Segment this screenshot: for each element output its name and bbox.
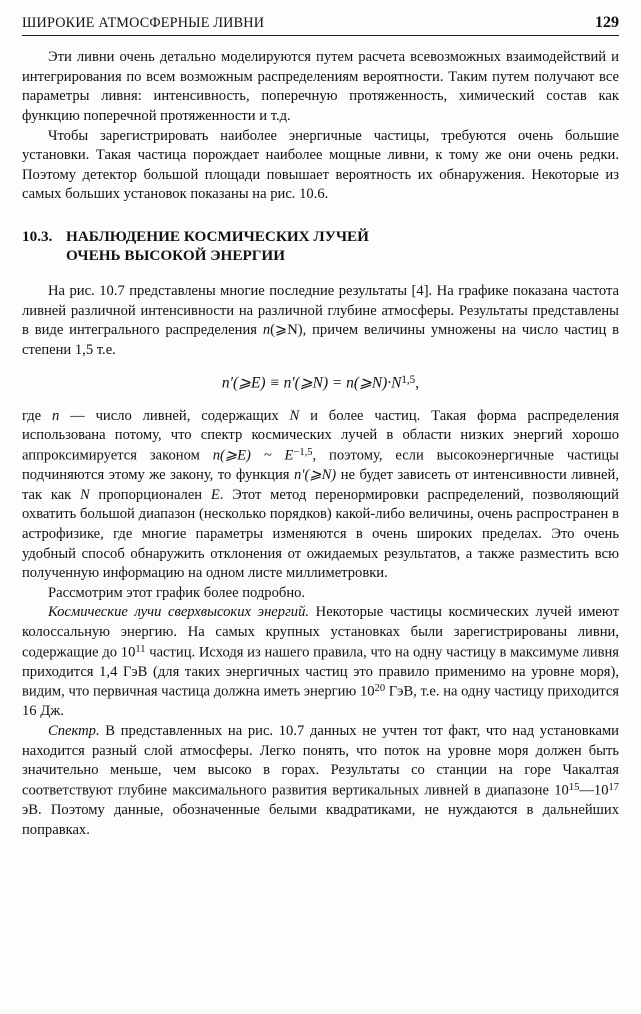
symbol-E: E (210, 486, 220, 503)
formula-body: n′(⩾E) ≡ n′(⩾N) = n(⩾N)·N (221, 375, 402, 393)
section-heading (22, 227, 619, 266)
page-header (22, 14, 619, 36)
running-head-title: ШИРОКИЕ АТМОСФЕРНЫЕ ЛИВНИ (22, 15, 265, 31)
symbol-N: N (289, 407, 300, 424)
symbol-n-2: n (52, 407, 60, 424)
paragraph-6-text-c: ГэВ, т.е. на одну частицу приходится 16 Дж. (22, 683, 620, 720)
paragraph-6-text-a: Некоторые частицы космических лучей имеют колоссальную энергию. На самых крупных установках были зарегистрированы ливни, содержащие до 10 (22, 604, 619, 661)
paragraph-7-text-b: эВ. Поэтому данные, обозначенные белыми квадратиками, не нуждаются в дальнейших поправках. (22, 801, 619, 838)
exponent-15: 15 (568, 781, 580, 793)
paragraph-7 (22, 722, 619, 840)
symbol-N-2: N (79, 486, 90, 503)
exponent-11: 11 (135, 643, 146, 655)
page-number: 129 (595, 14, 619, 31)
paragraph-7-dash: —10 (579, 782, 609, 799)
formula-comma: , (415, 375, 420, 393)
law-exponent: −1,5 (293, 447, 313, 459)
run-in-heading-ultrahigh: Космические лучи сверхвысоких энергий. (48, 604, 310, 621)
paragraph-4-text-e: не будет зависеть от интенсивности ливней, так как (22, 467, 619, 503)
paragraph-3 (22, 282, 619, 361)
paragraph-6 (22, 603, 619, 722)
paragraph-4-text-a: где (22, 407, 53, 424)
paragraph-4-text-d: , поэтому, если высокоэнергичные частицы подчиняются этому же закону, то функция (22, 447, 619, 484)
paragraph-4-text-c: и более частиц. Такая форма распределения использована потому, что спектр космических лучей в области низких энергий хорошо аппроксимируется законом (22, 407, 620, 464)
paragraph-group-intro (22, 48, 619, 205)
paragraph-4 (22, 407, 619, 584)
symbol-n: n (262, 322, 271, 339)
paragraph-2: Чтобы зарегистрировать наиболее энергичные частицы, требуются очень большие установки. Такая частица порождает наиболее мощные ливни, к тому же они очень редки. Поэтому детектор большой площади повышает вероятность их обнаружения. Некоторые из самых больших установок показаны на рис. 10.6. (22, 127, 619, 203)
paragraph-7-text-a: В представленных на рис. 10.7 данных не учтен тот факт, что над установками находится разный слой атмосферы. Легко понять, что поток на уровне моря должен быть значительно меньше, чем высоко в горах. Результаты со станции на горе Чакалтая соответствуют глубине максимального развития вертикальных ливней в диапазоне 10 (22, 723, 619, 799)
run-in-heading-spectrum: Спектр. (48, 723, 100, 739)
paragraph-3-text-a: На рис. 10.7 представлены многие последние результаты [4]. На графике показана частота ливней различной интенсивности на различной глубине атмосферы. Результаты представлены в виде интегрального распределения (22, 282, 619, 339)
section-number: 10.3. (22, 228, 53, 245)
page-body (22, 36, 619, 840)
paragraph-4-text-h: . Этот метод перенормировки распределений, позволяющий охватить большой диапазон (несколько порядков) какой-либо величины, очень распространен в астрофизике, где многие параметры изменяются в очень широких пределах. Это очень удобный способ обнаружить отклонения от ожидаемых результатов, а также разместить всю полученную информацию на одном листе миллиметровки. (22, 486, 619, 582)
exponent-20: 20 (374, 683, 386, 695)
paragraph-4-text-b: — число ливней, содержащих (59, 407, 290, 424)
paragraph-4-text-g: пропорционален (89, 486, 211, 503)
document-page (0, 14, 641, 1014)
law-expression: n(⩾E) ~ E (212, 447, 294, 464)
paragraph-1: Эти ливни очень детально моделируются путем расчета всевозможных взаимодействий и интегрирования по всем возможным распределениям вероятности. Таким путем получают все параметры ливня: интенсивность, поперечную протяженность, химический состав как функцию поперечной протяженности и т.д. (22, 49, 619, 124)
formula-display (22, 373, 619, 394)
formula-exponent: 1,5 (401, 374, 416, 387)
paragraph-6-text-b: частиц. Исходя из нашего правила, что на одну частицу в максимуме ливня приходится 1,4 ГэВ (для таких энергичных частиц это правило применимо на уровне моря), видим, что первичная частица должна иметь энергию 10 (22, 644, 619, 700)
section-title-line2: ОЧЕНЬ ВЫСОКОЙ ЭНЕРГИИ (66, 247, 286, 265)
paragraph-3-text-b: (⩾N), причем величины умножены на число частиц в степени 1,5 т.е. (22, 322, 619, 358)
section-title-line1: НАБЛЮДЕНИЕ КОСМИЧЕСКИХ ЛУЧЕЙ (66, 228, 369, 245)
function-expression: n′(⩾N) (294, 467, 337, 484)
exponent-17: 17 (608, 781, 619, 793)
paragraph-5: Рассмотрим этот график более подробно. (48, 584, 306, 601)
